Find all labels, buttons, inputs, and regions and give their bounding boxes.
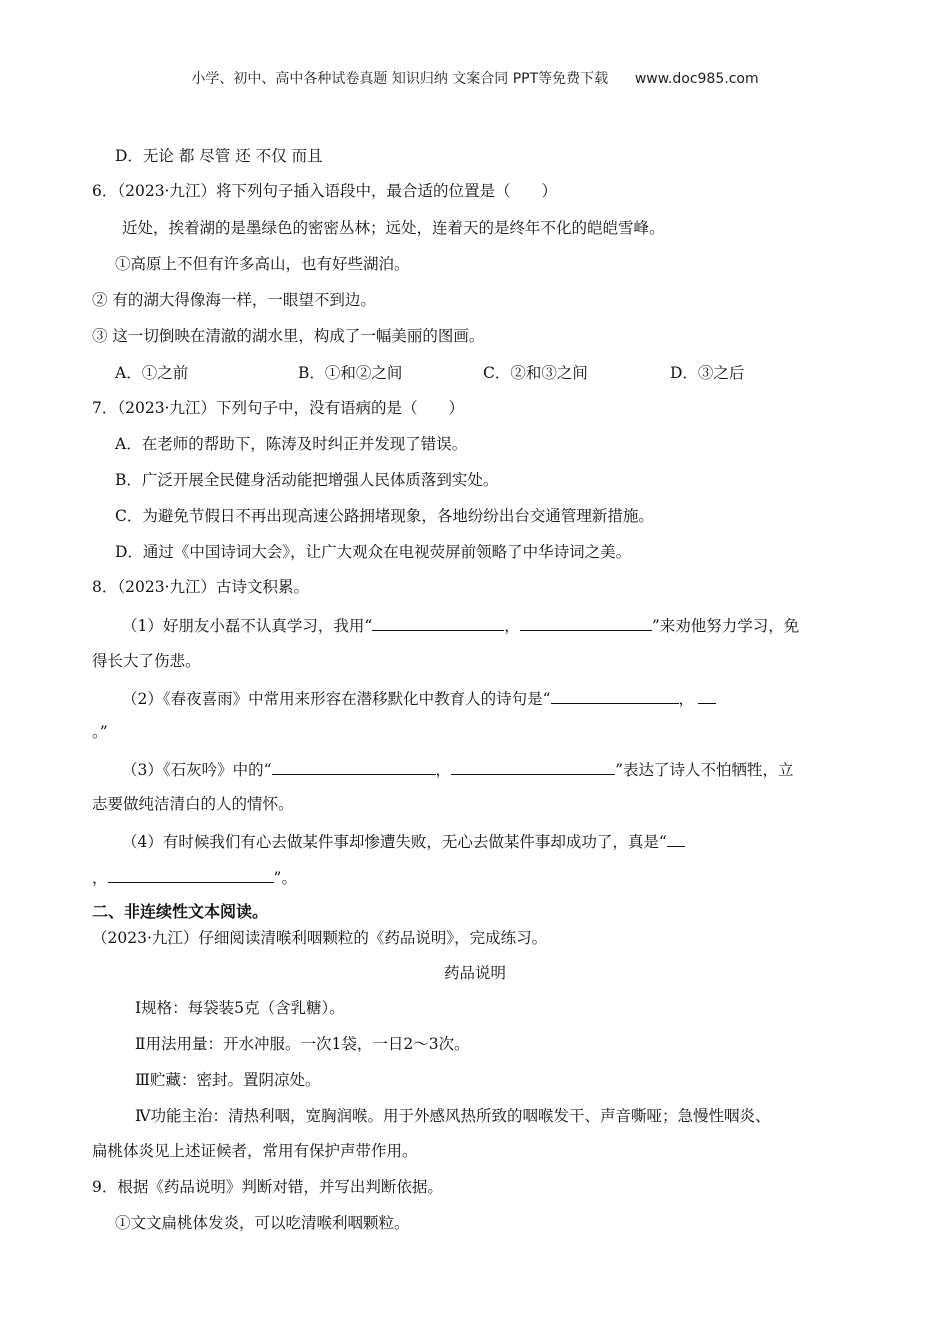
drug-spec: Ⅰ规格：每袋装5克（含乳糖）。 — [135, 999, 345, 1017]
q8-p1-text: （1）好朋友小磊不认真学习，我用“ — [122, 617, 373, 635]
q8-p4-blank-2[interactable] — [108, 866, 274, 883]
q8-p1-text-end: ”来劝他努力学习，免 — [651, 617, 800, 635]
q7-option-c: C．为避免节假日不再出现高速公路拥堵现象，各地纷纷出台交通管理新措施。 — [115, 507, 654, 525]
q8-part-2-cont: 。” — [92, 723, 108, 741]
q8-p3-text-end: ”表达了诗人不怕牺牲，立 — [615, 761, 794, 779]
section-2-intro: （2023·九江）仔细阅读清喉利咽颗粒的《药品说明》，完成练习。 — [92, 929, 548, 947]
q6-stem: 6．（2023·九江）将下列句子插入语段中，最合适的位置是（ ） — [92, 182, 557, 200]
q8-part-3 — [122, 758, 794, 780]
drug-usage: Ⅱ用法用量：开水冲服。一次1袋，一日2～3次。 — [135, 1035, 470, 1053]
drug-function: Ⅳ功能主治：清热利咽，宽胸润喉。用于外感风热所致的咽喉发干、声音嘶哑；急慢性咽炎、 — [135, 1107, 771, 1125]
q6-option-d: D．③之后 — [670, 364, 745, 382]
q8-p1-blank-1[interactable] — [372, 614, 504, 631]
drug-instructions-title: 药品说明 — [443, 964, 506, 982]
q7-option-a: A．在老师的帮助下，陈涛及时纠正并发现了错误。 — [115, 435, 468, 453]
q6-insert-sentence: 近处，挨着湖的是墨绿色的密密丛林；远处，连着天的是终年不化的皑皑雪峰。 — [122, 219, 665, 237]
q8-part-1 — [122, 614, 799, 636]
q8-p2-comma: ， — [678, 690, 695, 708]
q8-p3-comma: ， — [435, 761, 452, 779]
q8-part-2 — [122, 687, 716, 709]
q6-option-a: A．①之前 — [115, 364, 189, 382]
q6-sentence-2: ② 有的湖大得像海一样，一眼望不到边。 — [92, 291, 376, 309]
q8-part-4 — [122, 830, 685, 852]
q8-p2-text: （2）《春夜喜雨》中常用来形容在潜移默化中教育人的诗句是“ — [122, 690, 551, 708]
q8-p3-text: （3）《石灰吟》中的“ — [122, 761, 272, 779]
q8-p1-comma: ， — [504, 617, 520, 635]
q8-p3-blank-2[interactable] — [451, 758, 615, 775]
q8-p1-blank-2[interactable] — [520, 614, 652, 631]
q7-option-b: B．广泛开展全民健身活动能把增强人民体质落到实处。 — [115, 471, 499, 489]
q6-option-b: B．①和②之间 — [298, 364, 403, 382]
q7-option-d: D．通过《中国诗词大会》，让广大观众在电视荧屏前领略了中华诗词之美。 — [115, 543, 632, 561]
drug-function-cont: 扁桃体炎见上述证候者，常用有保护声带作用。 — [92, 1142, 418, 1160]
q8-p3-blank-1[interactable] — [272, 758, 436, 775]
q8-p4-comma: ， — [92, 869, 108, 887]
q9-statement-1: ①文文扁桃体发炎，可以吃清喉利咽颗粒。 — [115, 1214, 410, 1232]
q7-stem: 7．（2023·九江）下列句子中，没有语病的是（ ） — [92, 399, 464, 417]
q8-p4-end: ”。 — [273, 869, 297, 887]
q8-part-4-cont — [92, 866, 297, 888]
q9-stem: 9．根据《药品说明》判断对错，并写出判断依据。 — [92, 1178, 443, 1196]
q5-option-d: D．无论 都 尽管 还 不仅 而且 — [115, 147, 323, 165]
section-2-heading: 二、非连续性文本阅读。 — [92, 902, 269, 921]
page-header: 小学、初中、高中各种试卷真题 知识归纳 文案合同 PPT等免费下载 www.doc985.com — [191, 71, 759, 87]
q8-part-3-cont: 志要做纯洁清白的人的情怀。 — [92, 795, 294, 813]
q6-sentence-3: ③ 这一切倒映在清澈的湖水里，构成了一幅美丽的图画。 — [92, 327, 485, 345]
q8-p4-text: （4）有时候我们有心去做某件事却惨遭失败，无心去做某件事却成功了，真是“ — [122, 833, 667, 851]
q8-p2-blank-2[interactable] — [698, 687, 716, 704]
q8-part-1-cont: 得长大了伤悲。 — [92, 652, 201, 670]
drug-storage: Ⅲ贮藏：密封。置阴凉处。 — [135, 1071, 321, 1089]
q8-p4-blank-1[interactable] — [667, 830, 685, 847]
q6-option-c: C．②和③之间 — [483, 364, 588, 382]
q8-p2-blank-1[interactable] — [551, 687, 679, 704]
q8-stem: 8．（2023·九江）古诗文积累。 — [92, 578, 309, 596]
q6-sentence-1: ①高原上不但有许多高山，也有好些湖泊。 — [115, 255, 410, 273]
